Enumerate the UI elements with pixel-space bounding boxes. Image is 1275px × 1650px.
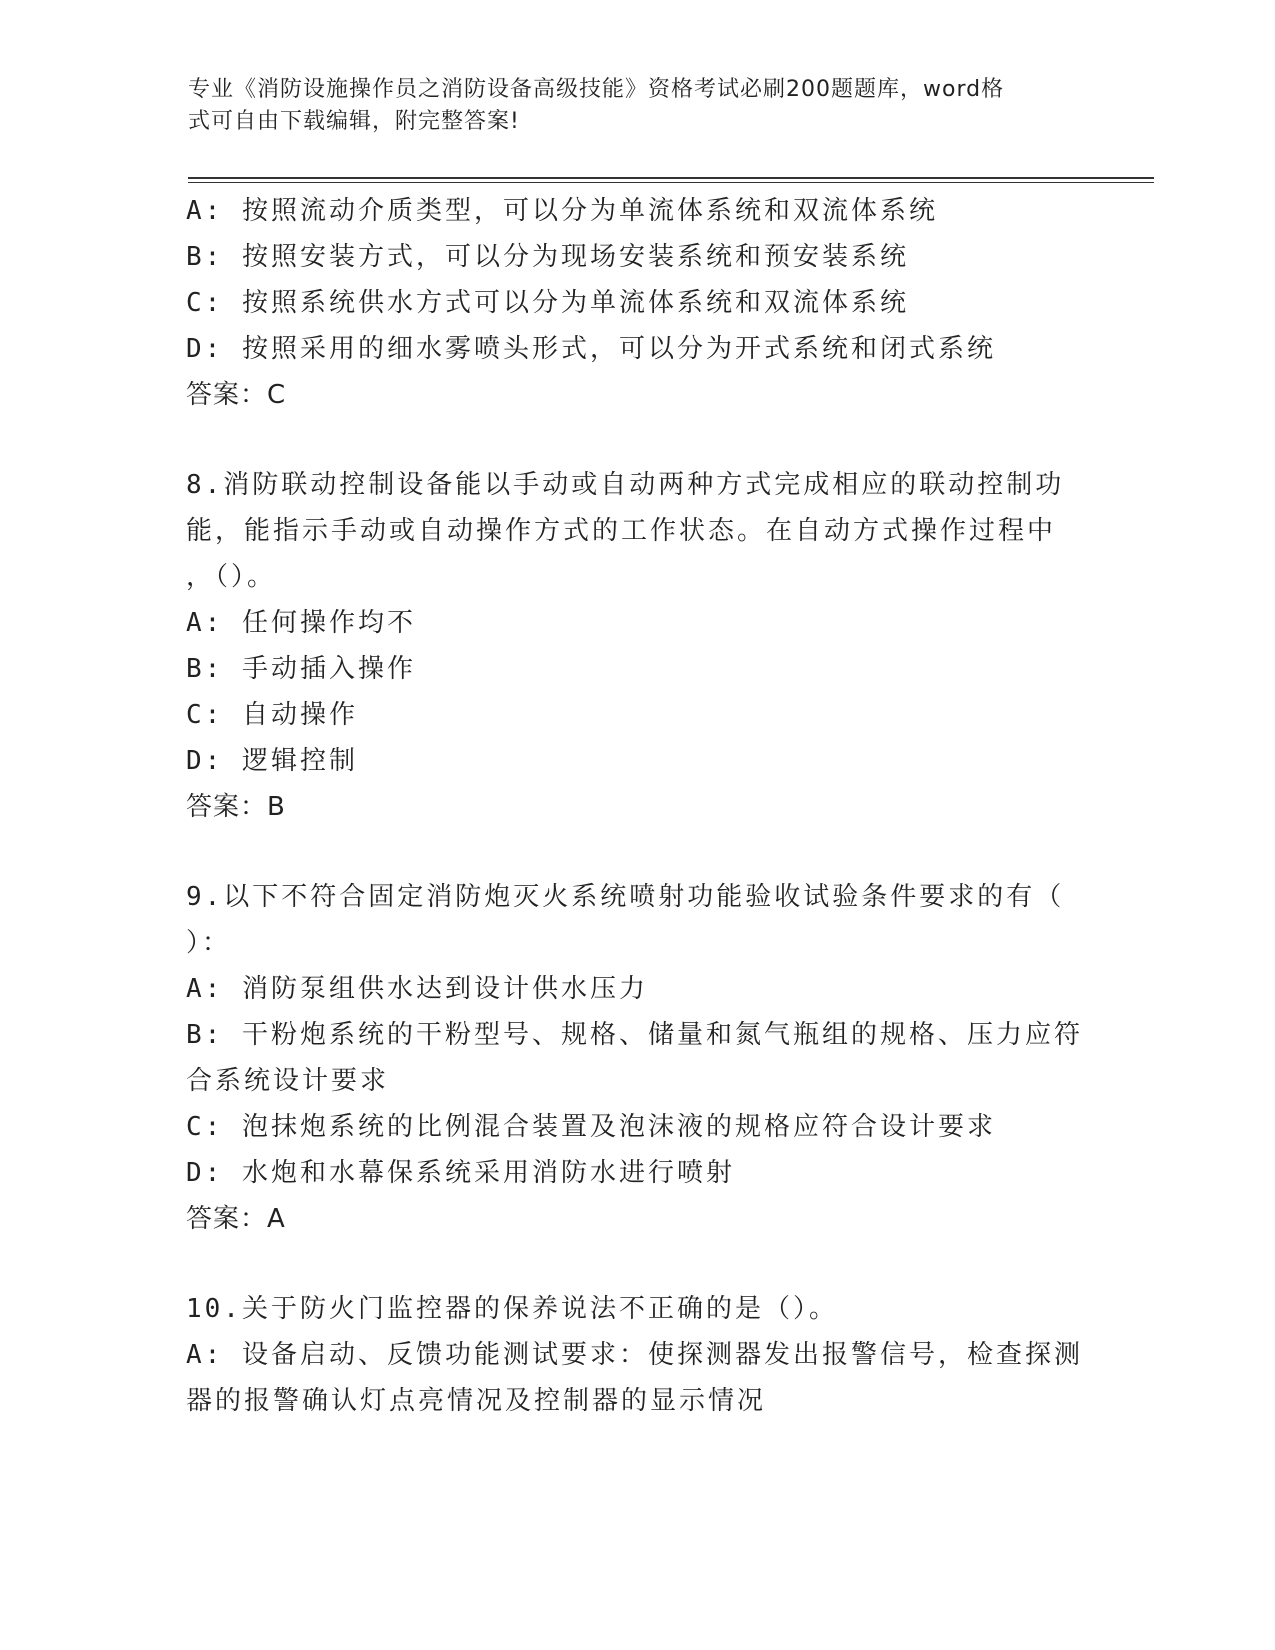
option-d: D: 水炮和水幕保系统采用消防水进行喷射 [186,1158,735,1188]
question-stem-line: 8.消防联动控制设备能以手动或自动两种方式完成相应的联动控制功 [186,470,1065,500]
option-b: B: 干粉炮系统的干粉型号、规格、储量和氮气瓶组的规格、压力应符 [186,1020,1083,1050]
question-10 [186,1286,1086,1424]
header-divider-bottom [188,182,1154,183]
option-c: C: 泡抹炮系统的比例混合装置及泡沫液的规格应符合设计要求 [186,1112,996,1142]
question-content [186,188,1086,1424]
option-b: B: 按照安装方式，可以分为现场安装系统和预安装系统 [186,242,909,272]
option-d: D: 逻辑控制 [186,746,358,776]
option-d: D: 按照采用的细水雾喷头形式，可以分为开式系统和闭式系统 [186,334,996,364]
option-a: A: 消防泵组供水达到设计供水压力 [186,974,648,1004]
spacer [186,418,1086,462]
question-stem-line: 能，能指示手动或自动操作方式的工作状态。在自动方式操作过程中 [186,516,1057,546]
question-stem-line: ，（）。 [186,562,277,592]
spacer [186,830,1086,874]
question-stem-line: ）： [186,928,232,958]
option-b: B: 手动插入操作 [186,654,416,684]
option-b-continued: 合系统设计要求 [186,1066,390,1096]
header-line-1: 专业《消防设施操作员之消防设备高级技能》资格考试必刷200题题库，word格 [188,77,1005,102]
document-header [188,74,1068,138]
option-c: C: 按照系统供水方式可以分为单流体系统和双流体系统 [186,288,909,318]
answer-line: 答案：B [186,792,286,822]
header-divider-top [188,177,1154,179]
option-a: A: 任何操作均不 [186,608,416,638]
spacer [186,1242,1086,1286]
question-8 [186,462,1086,830]
header-line-2: 式可自由下载编辑，附完整答案! [188,109,520,134]
question-stem-line: 9.以下不符合固定消防炮灭火系统喷射功能验收试验条件要求的有（ [186,882,1065,912]
question-7 [186,188,1086,418]
question-9 [186,874,1086,1242]
answer-line: 答案：C [186,380,287,410]
option-a-continued: 器的报警确认灯点亮情况及控制器的显示情况 [186,1386,767,1416]
option-a: A: 按照流动介质类型，可以分为单流体系统和双流体系统 [186,196,938,226]
answer-line: 答案：A [186,1204,286,1234]
option-c: C: 自动操作 [186,700,358,730]
question-stem-line: 10.关于防火门监控器的保养说法不正确的是（）。 [186,1294,838,1324]
option-a: A: 设备启动、反馈功能测试要求：使探测器发出报警信号，检查探测 [186,1340,1083,1370]
